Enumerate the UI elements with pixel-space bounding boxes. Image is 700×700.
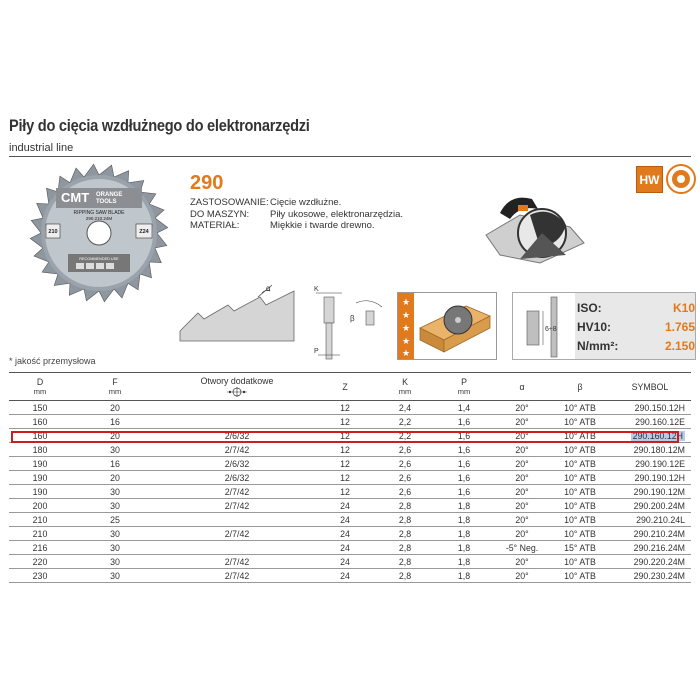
cell-holes: 2/7/42 (159, 443, 315, 457)
table-header-row (9, 373, 691, 401)
cell-alpha: 20° (493, 443, 551, 457)
spec-list (190, 197, 403, 232)
cell-holes: 2/7/42 (159, 569, 315, 583)
cell-f: 16 (71, 457, 159, 471)
hw-badge: HW (636, 166, 663, 193)
column-header-f: F mm (71, 373, 159, 401)
table-row (9, 471, 691, 485)
cell-symbol[interactable]: 290.210.24M (609, 527, 691, 541)
cell-k: 2,6 (375, 471, 435, 485)
blade-code: 290.210.24M (85, 216, 113, 221)
range-label: 6÷8 (545, 326, 557, 333)
cell-beta: 10° ATB (551, 569, 609, 583)
cell-alpha: 20° (493, 485, 551, 499)
cell-beta: 10° ATB (551, 527, 609, 541)
cell-k: 2,4 (375, 401, 435, 415)
cell-k: 2,8 (375, 527, 435, 541)
cell-symbol[interactable]: 290.200.24M (609, 499, 691, 513)
cell-p: 1,6 (435, 443, 493, 457)
cell-holes: 2/7/42 (159, 527, 315, 541)
blade-brand-sub1: ORANGE (96, 192, 123, 198)
star-icon: ★ (401, 336, 411, 346)
table-row (9, 485, 691, 499)
cell-holes: 2/7/42 (159, 499, 315, 513)
pinhole-icon (226, 387, 248, 397)
cell-k: 2,2 (375, 415, 435, 429)
cell-holes: 2/7/42 (159, 485, 315, 499)
saw-blade-image (28, 162, 170, 304)
cell-symbol[interactable]: 290.190.12H (609, 471, 691, 485)
cell-holes: 2/6/32 (159, 457, 315, 471)
cell-beta: 10° ATB (551, 401, 609, 415)
kerf-angle-diagram (312, 283, 387, 361)
page-title: Piły do cięcia wzdłużnego do elektronarzędzi (9, 116, 310, 135)
cell-beta: 10° ATB (551, 485, 609, 499)
column-header-d: D mm (9, 373, 71, 401)
cell-f: 30 (71, 555, 159, 569)
quality-stars (398, 293, 414, 359)
spec-value: Piły ukosowe, elektronarzędzia. (270, 208, 404, 220)
cell-d: 190 (9, 457, 71, 471)
cell-symbol[interactable]: 290.220.24M (609, 555, 691, 569)
table-row (9, 457, 691, 471)
cell-z: 24 (315, 513, 375, 527)
orange-blade-logo-icon (666, 164, 696, 194)
cell-beta: 10° ATB (551, 443, 609, 457)
spec-key: ZASTOSOWANIE: (190, 197, 269, 208)
cell-d: 160 (9, 415, 71, 429)
cell-p: 1,6 (435, 485, 493, 499)
cell-holes (159, 513, 315, 527)
cell-z: 12 (315, 443, 375, 457)
cell-f: 30 (71, 569, 159, 583)
blade-brand-sub2: TOOLS (96, 199, 117, 205)
cell-symbol[interactable]: 290.150.12H (609, 401, 691, 415)
cell-z: 12 (315, 457, 375, 471)
star-icon: ★ (401, 297, 411, 307)
cell-p: 1,6 (435, 415, 493, 429)
cell-alpha: 20° (493, 499, 551, 513)
table-body (9, 401, 691, 583)
hardness-label: ISO: (577, 300, 602, 315)
product-code: 290 (190, 172, 224, 194)
cell-z: 24 (315, 541, 375, 555)
hardness-value: K10 (672, 300, 695, 315)
table-row (9, 415, 691, 429)
cell-holes (159, 415, 315, 429)
cell-z: 12 (315, 429, 375, 443)
table-row (9, 429, 691, 443)
hardness-label: HV10: (577, 319, 612, 334)
quality-note: * jakość przemysłowa (9, 356, 96, 366)
cell-k: 2,2 (375, 429, 435, 443)
spec-application (190, 197, 403, 209)
cell-alpha: -5° Neg. (493, 541, 551, 555)
cell-symbol[interactable]: 290.210.24L (609, 513, 691, 527)
cell-p: 1,4 (435, 401, 493, 415)
cell-z: 12 (315, 401, 375, 415)
table-row (9, 499, 691, 513)
cell-holes (159, 541, 315, 555)
cell-d: 210 (9, 527, 71, 541)
cell-d: 190 (9, 485, 71, 499)
cell-beta: 10° ATB (551, 499, 609, 513)
cell-beta: 10° ATB (551, 415, 609, 429)
cell-alpha: 20° (493, 555, 551, 569)
wood-cut-icon (416, 296, 494, 356)
cell-beta: 10° ATB (551, 457, 609, 471)
hardness-nmm2 (577, 337, 695, 354)
cell-d: 230 (9, 569, 71, 583)
cell-k: 2,8 (375, 541, 435, 555)
blade-type: RIPPING SAW BLADE (73, 210, 125, 216)
cell-symbol[interactable]: 290.190.12E (609, 457, 691, 471)
circular-saw-image (480, 185, 590, 275)
cell-z: 12 (315, 471, 375, 485)
cell-z: 24 (315, 569, 375, 583)
hardness-hv10 (577, 318, 695, 335)
table-row (9, 555, 691, 569)
table-row (9, 401, 691, 415)
cell-f: 20 (71, 401, 159, 415)
alpha-label: α (266, 284, 271, 293)
p-label: P (314, 348, 319, 355)
quality-rating-box (397, 292, 497, 360)
cell-symbol[interactable]: 290.180.12M (609, 443, 691, 457)
k-label: K (314, 286, 319, 293)
tooth-profile-diagram (178, 283, 298, 343)
cell-f: 20 (71, 471, 159, 485)
cell-d: 150 (9, 401, 71, 415)
cell-k: 2,8 (375, 499, 435, 513)
cell-f: 30 (71, 527, 159, 541)
spec-key: DO MASZYN: (190, 208, 250, 220)
cell-z: 24 (315, 555, 375, 569)
cell-p: 1,8 (435, 513, 493, 527)
tooth-thickness-diagram (513, 293, 575, 359)
page-subtitle: industrial line (9, 142, 74, 154)
column-header-z: Z (315, 373, 375, 401)
table-row (9, 443, 691, 457)
column-header-symbol: SYMBOL (609, 373, 691, 401)
cell-p: 1,8 (435, 555, 493, 569)
cell-holes: 2/6/32 (159, 471, 315, 485)
cell-holes: 2/6/32 (159, 429, 315, 443)
cell-p: 1,8 (435, 569, 493, 583)
hardness-value: 1.765 (664, 319, 695, 334)
cell-d: 160 (9, 429, 71, 443)
blade-brand: CMT (61, 190, 90, 205)
spec-value: Cięcie wzdłużne. (270, 197, 342, 208)
cell-symbol[interactable] (609, 429, 691, 443)
hardness-box (512, 292, 696, 360)
cell-alpha: 20° (493, 513, 551, 527)
cell-alpha: 20° (493, 429, 551, 443)
cell-p: 1,6 (435, 457, 493, 471)
cell-beta: 10° ATB (551, 555, 609, 569)
cell-k: 2,8 (375, 513, 435, 527)
cell-k: 2,6 (375, 443, 435, 457)
cell-symbol[interactable]: 290.160.12E (609, 415, 691, 429)
header-divider (9, 156, 691, 157)
column-header-holes: Otwory dodatkowe (159, 373, 315, 401)
cell-beta: 10° ATB (551, 429, 609, 443)
star-icon: ★ (401, 348, 411, 358)
cell-f: 30 (71, 485, 159, 499)
cell-z: 24 (315, 499, 375, 513)
cell-p: 1,6 (435, 429, 493, 443)
cell-f: 30 (71, 499, 159, 513)
column-header-k: K mm (375, 373, 435, 401)
spec-key: MATERIAŁ: (190, 220, 240, 231)
hardness-label: N/mm²: (577, 338, 619, 353)
cell-d: 210 (9, 513, 71, 527)
column-header-beta: β (551, 373, 609, 401)
cell-alpha: 20° (493, 457, 551, 471)
cell-z: 12 (315, 485, 375, 499)
table-row (9, 513, 691, 527)
selected-symbol-text[interactable]: 290.160.12H (632, 430, 683, 441)
cell-f: 30 (71, 541, 159, 555)
cell-d: 190 (9, 471, 71, 485)
cell-d: 220 (9, 555, 71, 569)
table-row (9, 541, 691, 555)
cell-d: 216 (9, 541, 71, 555)
cell-beta: 15° ATB (551, 541, 609, 555)
cell-alpha: 20° (493, 569, 551, 583)
column-header-alpha: α (493, 373, 551, 401)
cell-p: 1,8 (435, 541, 493, 555)
cell-p: 1,8 (435, 499, 493, 513)
cell-symbol[interactable]: 290.190.12M (609, 485, 691, 499)
cell-p: 1,8 (435, 527, 493, 541)
cell-k: 2,6 (375, 485, 435, 499)
star-icon: ★ (401, 310, 411, 320)
cell-f: 30 (71, 443, 159, 457)
hardness-iso (577, 299, 695, 316)
spec-material (190, 220, 403, 232)
cell-holes (159, 401, 315, 415)
blade-teeth-label: Z24 (139, 229, 149, 235)
spec-value: Miękkie i twarde drewno. (270, 220, 375, 231)
cell-alpha: 20° (493, 401, 551, 415)
cell-symbol[interactable]: 290.230.24M (609, 569, 691, 583)
cell-k: 2,8 (375, 555, 435, 569)
blade-diameter-label: 210 (48, 229, 58, 235)
cell-k: 2,8 (375, 569, 435, 583)
cell-holes: 2/7/42 (159, 555, 315, 569)
spec-machines (190, 209, 403, 221)
cell-p: 1,6 (435, 471, 493, 485)
cell-beta: 10° ATB (551, 471, 609, 485)
cell-d: 180 (9, 443, 71, 457)
cell-z: 24 (315, 527, 375, 541)
cell-k: 2,6 (375, 457, 435, 471)
star-icon: ★ (401, 323, 411, 333)
spec-table (9, 372, 691, 583)
table-row (9, 569, 691, 583)
cell-f: 25 (71, 513, 159, 527)
beta-label: β (350, 314, 355, 323)
column-header-p: P mm (435, 373, 493, 401)
cell-d: 200 (9, 499, 71, 513)
blade-recommended: RECOMMENDED USE (79, 257, 119, 261)
cell-alpha: 20° (493, 527, 551, 541)
cell-alpha: 20° (493, 415, 551, 429)
cell-alpha: 20° (493, 471, 551, 485)
cell-f: 20 (71, 429, 159, 443)
cell-symbol[interactable]: 290.216.24M (609, 541, 691, 555)
hardness-value: 2.150 (664, 338, 695, 353)
table-row (9, 527, 691, 541)
cell-f: 16 (71, 415, 159, 429)
cell-beta: 10° ATB (551, 513, 609, 527)
cell-z: 12 (315, 415, 375, 429)
